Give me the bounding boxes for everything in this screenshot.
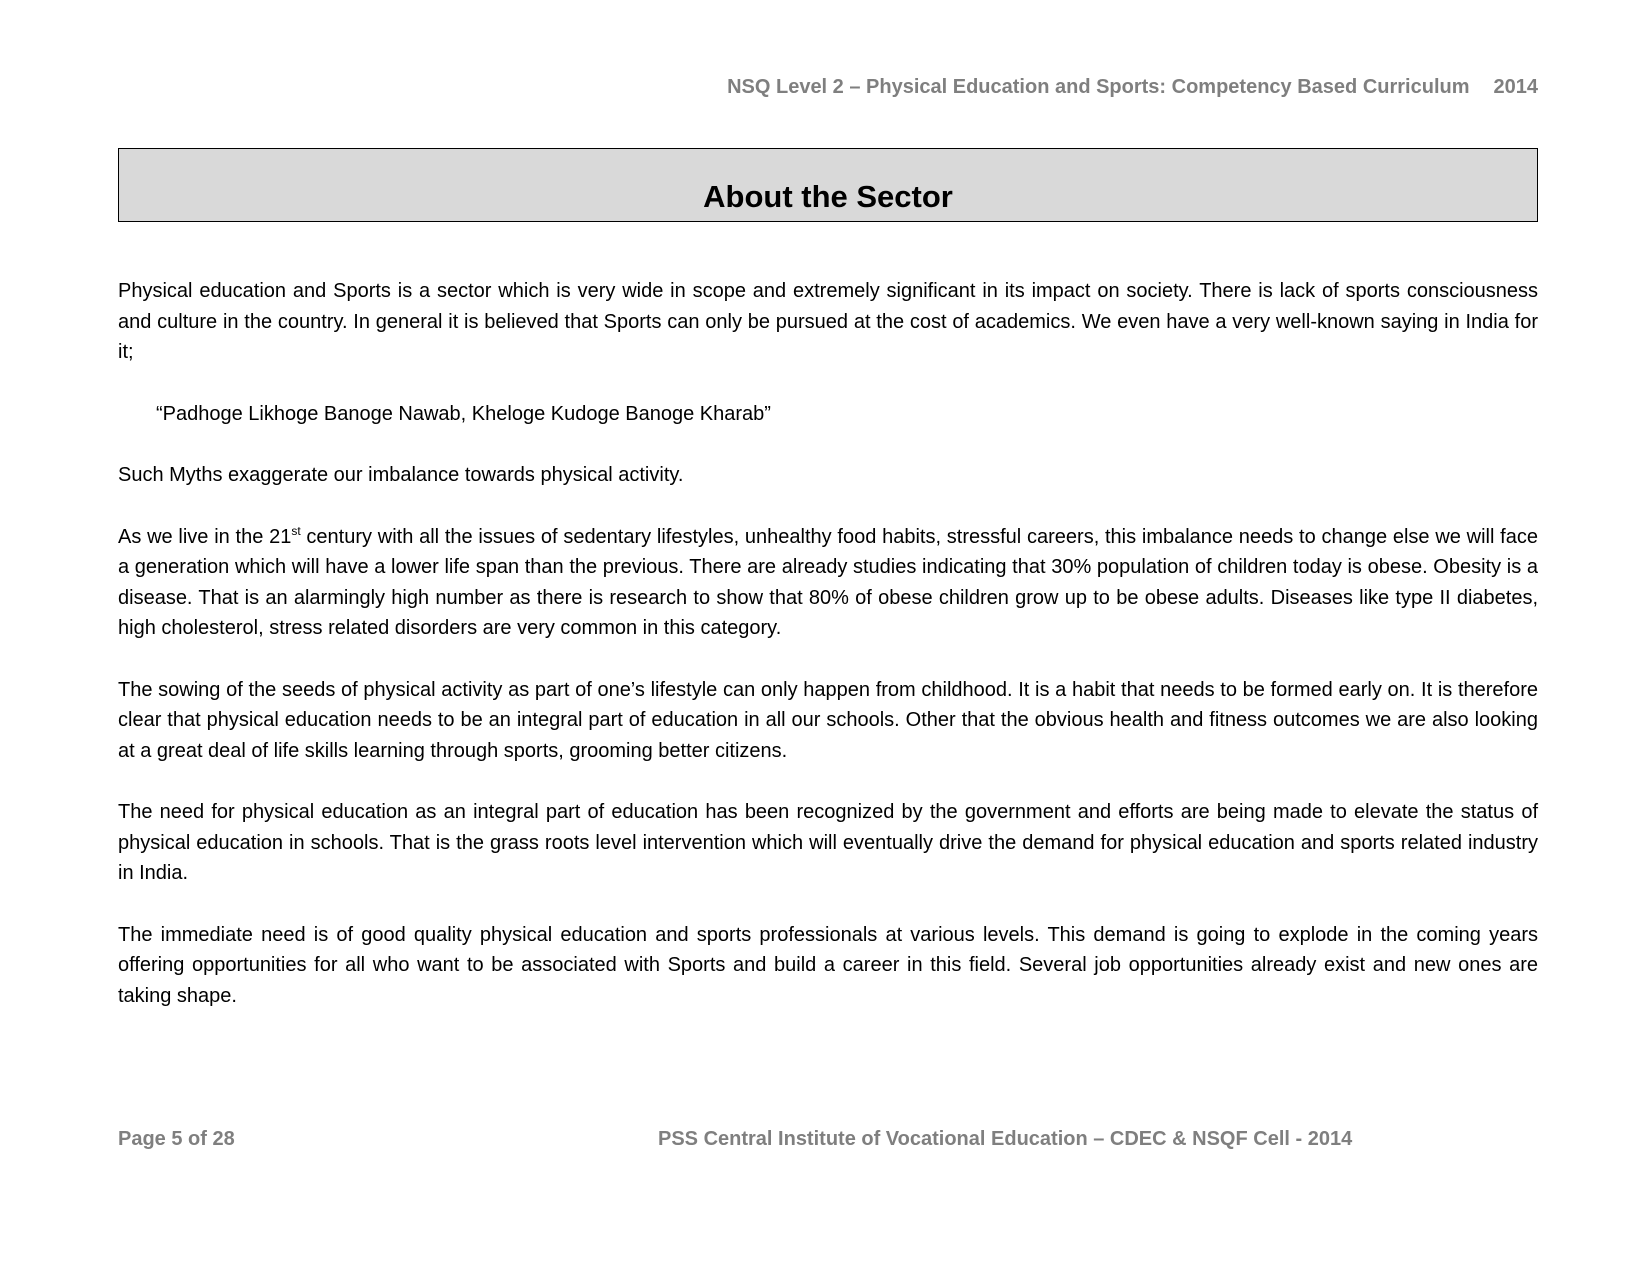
paragraph-21st-century-rest: century with all the issues of sedentary lifestyles, unhealthy food habits, stressful careers, this imbalance needs to change else we will face a generation which will have a lower life span than the previous. There are already studies indicating that 30% population of children today is obese. Obesity is a disease. That is an alarmingly high number as there is research to show that 80% of obese children grow up to be obese adults. Diseases like type II diabetes, high cholesterol, stress related disorders are very common in this category. <box>118 525 1538 639</box>
header-year: 2014 <box>1493 76 1538 98</box>
section-title-box <box>118 148 1538 222</box>
paragraph-intro: Physical education and Sports is a sector which is very wide in scope and extremely significant in its impact on society. There is lack of sports consciousness and culture in the country. In general it is believed that Sports can only be pursued at the cost of academics. We even have a very well-known saying in India for it; <box>118 280 1538 363</box>
paragraph-government: The need for physical education as an integral part of education has been recognized by the government and efforts are being made to elevate the status of physical education in schools. That is the grass roots level intervention which will eventually drive the demand for physical education and sports related industry in India. <box>118 801 1538 884</box>
superscript-st: st <box>291 523 301 538</box>
page-header <box>118 76 1538 99</box>
body-content <box>118 276 1538 1042</box>
paragraph-childhood: The sowing of the seeds of physical activity as part of one’s lifestyle can only happen from childhood. It is a habit that needs to be formed early on. It is therefore clear that physical education needs to be an integral part of education in all our schools. Other that the obvious health and fitness outcomes we are also looking at a great deal of life skills learning through sports, grooming better citizens. <box>118 678 1538 762</box>
paragraph-myths: Such Myths exaggerate our imbalance towards physical activity. <box>118 464 684 486</box>
quote-saying: “Padhoge Likhoge Banoge Nawab, Kheloge Kudoge Banoge Kharab” <box>156 402 771 425</box>
footer-page-number: Page 5 of 28 <box>118 1128 235 1150</box>
paragraph-21st-century-start: As we live in the 21 <box>118 525 292 548</box>
header-title: NSQ Level 2 – Physical Education and Sports: Competency Based Curriculum <box>727 76 1470 98</box>
footer-institute: PSS Central Institute of Vocational Education – CDEC & NSQF Cell - 2014 <box>658 1128 1353 1150</box>
paragraph-21st-century <box>118 522 1538 644</box>
section-title: About the Sector <box>703 179 953 214</box>
paragraph-immediate-need: The immediate need is of good quality physical education and sports professionals at various levels. This demand is going to explode in the coming years offering opportunities for all who want to be associated with Sports and build a career in this field. Several job opportunities already exist and new ones are taking shape. <box>118 923 1538 1007</box>
